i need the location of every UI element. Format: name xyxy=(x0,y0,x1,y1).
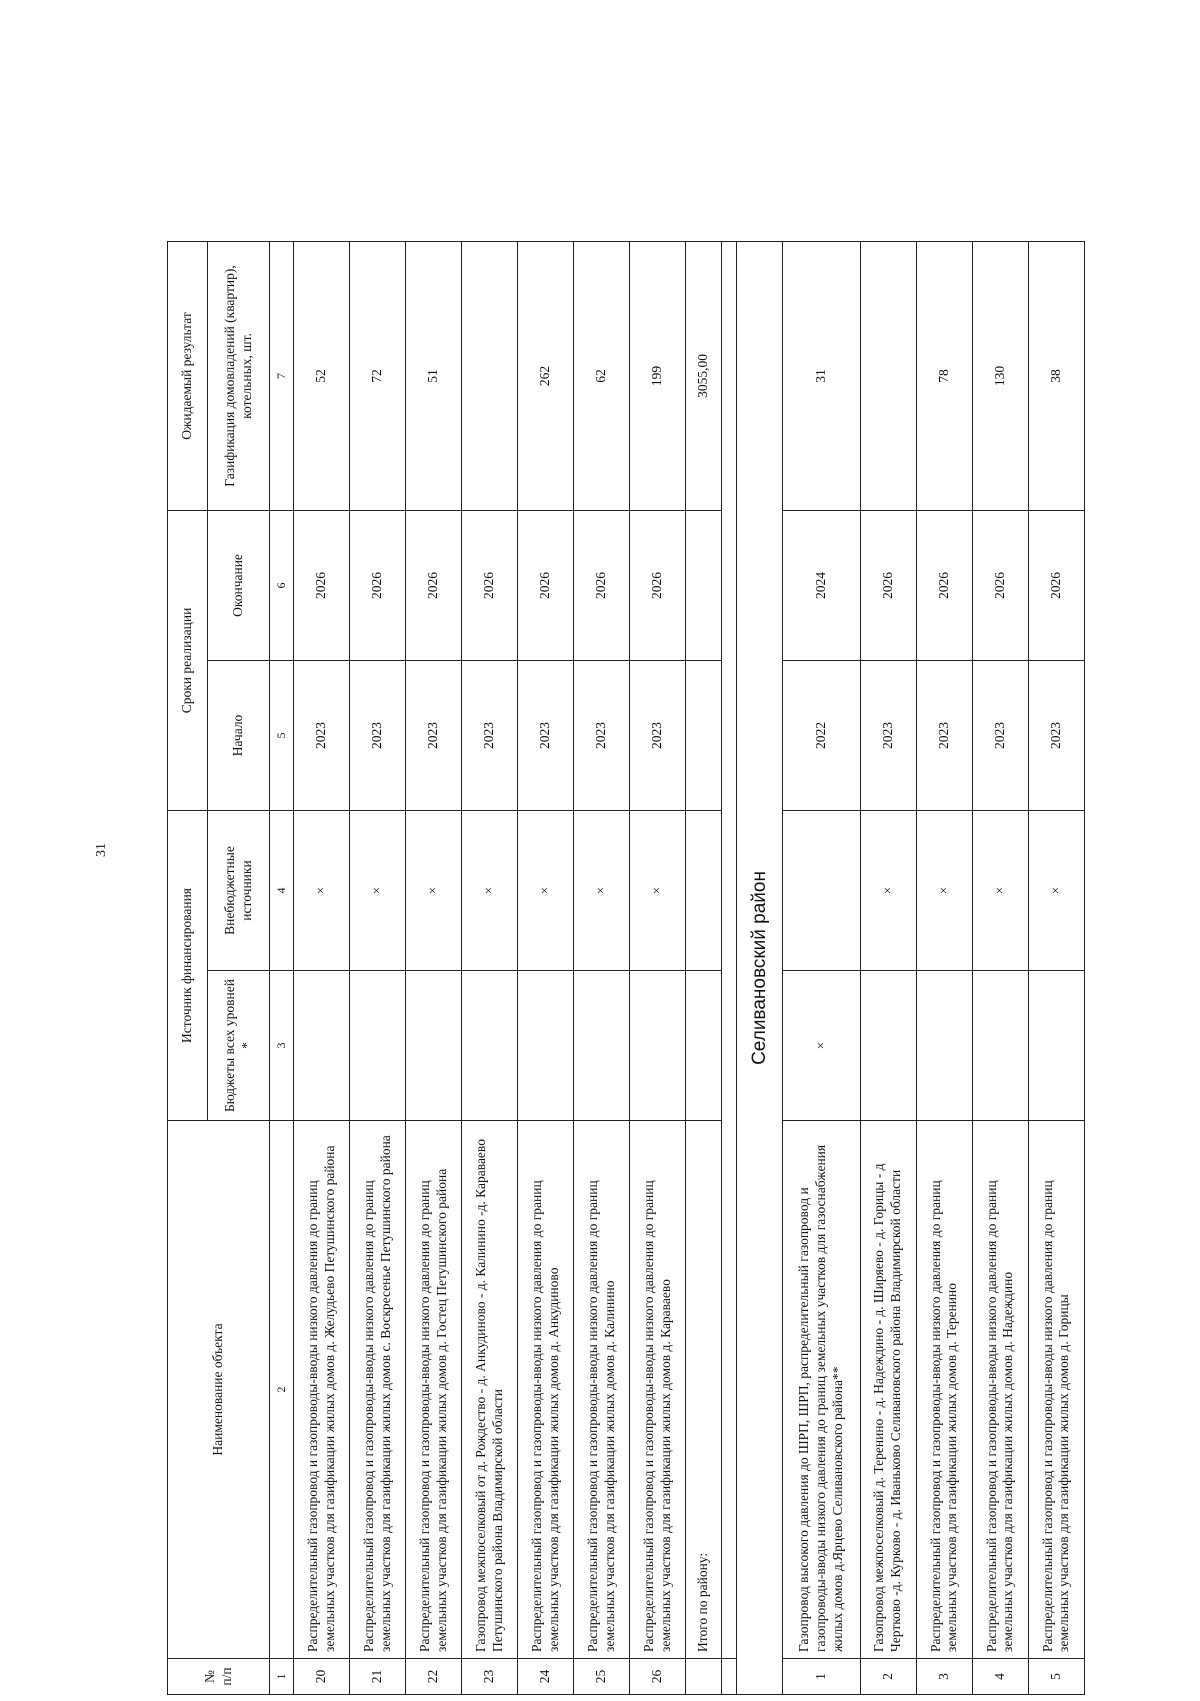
start-year: 2023 xyxy=(574,660,630,810)
end-year: 2026 xyxy=(916,510,972,660)
header-extra-budget: Внебюджетные источники xyxy=(208,810,270,970)
header-end: Окончание xyxy=(208,510,270,660)
col-index: 6 xyxy=(270,510,294,660)
header-num: № п/п xyxy=(168,1659,270,1695)
col-index: 3 xyxy=(270,971,294,1121)
extra-budget-cell: × xyxy=(462,810,518,970)
object-name: Распределительный газопровод и газопроводы-вводы низкого давления до границ земельных участков для газификации жилых домов д. Гостец Петушинского района xyxy=(406,1121,462,1659)
table-row xyxy=(350,241,406,1694)
header-start: Начало xyxy=(208,660,270,810)
budget-cell xyxy=(1028,971,1084,1121)
table-row xyxy=(574,241,630,1694)
budget-cell xyxy=(406,971,462,1121)
table-row xyxy=(860,241,916,1694)
end-year: 2026 xyxy=(462,510,518,660)
end-year: 2026 xyxy=(630,510,686,660)
table-row xyxy=(630,241,686,1694)
page-number: 31 xyxy=(94,843,109,857)
table-row xyxy=(972,241,1028,1694)
object-name: Распределительный газопровод и газопроводы-вводы низкого давления до границ земельных участков для газификации жилых домов д. Желудьево Петушинского района xyxy=(294,1121,350,1659)
object-name: Распределительный газопровод и газопроводы-вводы низкого давления до границ земельных участков для газификации жилых домов с. Воскресенье Петушинского района xyxy=(350,1121,406,1659)
budget-cell xyxy=(518,971,574,1121)
header-gasification: Газификация домовладений (квартир), котельных, шт. xyxy=(208,241,270,510)
table-row xyxy=(916,241,972,1694)
result-count: 199 xyxy=(630,241,686,510)
end-year: 2026 xyxy=(860,510,916,660)
start-year: 2023 xyxy=(350,660,406,810)
end-year: 2024 xyxy=(782,510,860,660)
object-name: Газопровод межпоселковый от д. Рождество - д. Анкудиново - д. Калинино -д. Караваево Петушинского района Владимирской области xyxy=(462,1121,518,1659)
budget-cell xyxy=(972,971,1028,1121)
row-number: 24 xyxy=(518,1659,574,1695)
header-period: Сроки реализации xyxy=(168,510,208,810)
row-number: 25 xyxy=(574,1659,630,1695)
total-value: 3055,00 xyxy=(686,241,722,510)
budget-cell xyxy=(916,971,972,1121)
start-year: 2023 xyxy=(916,660,972,810)
col-index: 5 xyxy=(270,660,294,810)
header-funding-source: Источник финансирования xyxy=(168,810,208,1120)
row-number: 1 xyxy=(782,1659,860,1695)
budget-cell xyxy=(294,971,350,1121)
result-count: 262 xyxy=(518,241,574,510)
budget-cell xyxy=(630,971,686,1121)
budget-cell xyxy=(462,971,518,1121)
extra-budget-cell: × xyxy=(574,810,630,970)
extra-budget-cell: × xyxy=(630,810,686,970)
extra-budget-cell: × xyxy=(294,810,350,970)
gasification-table xyxy=(167,241,1085,1695)
result-count: 31 xyxy=(782,241,860,510)
col-index: 7 xyxy=(270,241,294,510)
header-budgets: Бюджеты всех уровней * xyxy=(208,971,270,1121)
district-name: Селивановский район xyxy=(737,241,783,1694)
start-year: 2023 xyxy=(294,660,350,810)
object-name: Распределительный газопровод и газопроводы-вводы низкого давления до границ земельных участков для газификации жилых домов д. Надеждино xyxy=(972,1121,1028,1659)
extra-budget-cell: × xyxy=(518,810,574,970)
header-name: Наименование объекта xyxy=(168,1121,270,1659)
end-year: 2026 xyxy=(350,510,406,660)
start-year: 2023 xyxy=(406,660,462,810)
budget-cell xyxy=(860,971,916,1121)
row-number: 3 xyxy=(916,1659,972,1695)
budget-cell: × xyxy=(782,971,860,1121)
result-count: 72 xyxy=(350,241,406,510)
table-row xyxy=(462,241,518,1694)
start-year: 2023 xyxy=(860,660,916,810)
start-year: 2023 xyxy=(462,660,518,810)
row-number: 5 xyxy=(1028,1659,1084,1695)
object-name: Распределительный газопровод и газопроводы-вводы низкого давления до границ земельных участков для газификации жилых домов д. Калинино xyxy=(574,1121,630,1659)
col-index: 1 xyxy=(270,1659,294,1695)
result-count: 130 xyxy=(972,241,1028,510)
table-row xyxy=(1028,241,1084,1694)
extra-budget-cell: × xyxy=(406,810,462,970)
district-total-row xyxy=(686,241,722,1694)
extra-budget-cell: × xyxy=(972,810,1028,970)
spacer-row xyxy=(722,241,737,1694)
row-number: 4 xyxy=(972,1659,1028,1695)
end-year: 2026 xyxy=(406,510,462,660)
total-label: Итого по району: xyxy=(686,1121,722,1659)
extra-budget-cell: × xyxy=(350,810,406,970)
budget-cell xyxy=(574,971,630,1121)
rotated-table-container xyxy=(167,242,1085,1695)
result-count: 52 xyxy=(294,241,350,510)
result-count: 62 xyxy=(574,241,630,510)
col-index: 2 xyxy=(270,1121,294,1659)
district-row xyxy=(737,241,783,1694)
start-year: 2023 xyxy=(1028,660,1084,810)
table-row xyxy=(294,241,350,1694)
extra-budget-cell: × xyxy=(860,810,916,970)
start-year: 2023 xyxy=(972,660,1028,810)
table-row xyxy=(782,241,860,1694)
column-index-row xyxy=(270,241,294,1694)
end-year: 2026 xyxy=(1028,510,1084,660)
end-year: 2026 xyxy=(972,510,1028,660)
extra-budget-cell: × xyxy=(916,810,972,970)
object-name: Газопровод межпоселковый д. Теренино - д. Надеждино - д. Ширяево - д. Горицы - д Чертково -д. Курково - д. Иваньково Селивановского района Владимирской области xyxy=(860,1121,916,1659)
col-index: 4 xyxy=(270,810,294,970)
row-number: 23 xyxy=(462,1659,518,1695)
row-number: 26 xyxy=(630,1659,686,1695)
row-number: 2 xyxy=(860,1659,916,1695)
start-year: 2023 xyxy=(518,660,574,810)
result-count xyxy=(462,241,518,510)
budget-cell xyxy=(350,971,406,1121)
object-name: Распределительный газопровод и газопроводы-вводы низкого давления до границ земельных участков для газификации жилых домов д. Теренино xyxy=(916,1121,972,1659)
row-number: 20 xyxy=(294,1659,350,1695)
result-count xyxy=(860,241,916,510)
result-count: 78 xyxy=(916,241,972,510)
row-number: 21 xyxy=(350,1659,406,1695)
header-expected: Ожидаемый результат xyxy=(168,241,208,510)
extra-budget-cell: × xyxy=(1028,810,1084,970)
row-number: 22 xyxy=(406,1659,462,1695)
table-row xyxy=(518,241,574,1694)
end-year: 2026 xyxy=(574,510,630,660)
object-name: Распределительный газопровод и газопроводы-вводы низкого давления до границ земельных участков для газификации жилых домов д. Караваево xyxy=(630,1121,686,1659)
end-year: 2026 xyxy=(294,510,350,660)
result-count: 38 xyxy=(1028,241,1084,510)
end-year: 2026 xyxy=(518,510,574,660)
result-count: 51 xyxy=(406,241,462,510)
extra-budget-cell xyxy=(782,810,860,970)
object-name: Распределительный газопровод и газопроводы-вводы низкого давления до границ земельных участков для газификации жилых домов д. Анкудиново xyxy=(518,1121,574,1659)
start-year: 2023 xyxy=(630,660,686,810)
object-name: Распределительный газопровод и газопроводы-вводы низкого давления до границ земельных участков для газификации жилых домов д. Горицы xyxy=(1028,1121,1084,1659)
object-name: Газопровод высокого давления до ШРП, ШРП, распределительный газопровод и газопроводы-вводы низкого давления до границ земельных участков для газоснабжения жилых домов д.Ярцево Селивановского района** xyxy=(782,1121,860,1659)
start-year: 2022 xyxy=(782,660,860,810)
table-row xyxy=(406,241,462,1694)
